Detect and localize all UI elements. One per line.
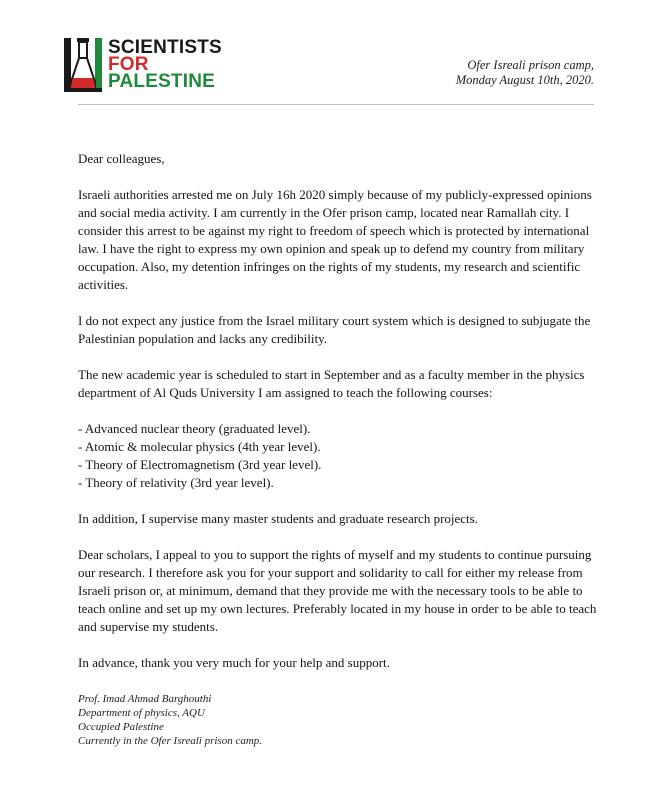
dateline xyxy=(456,58,594,88)
closing-line: In advance, thank you very much for your help and support. xyxy=(78,655,390,670)
paragraph-arrest: Israeli authorities arrested me on July 16h 2020 simply because of my publicly-expressed opinions and social media activity. I am currently in the Ofer prison camp, located near Ramallah city. I consider this arrest to be against my right to freedom of speech which is protected by international law. I have the right to express my own opinion and speak up to defend my country from military occupation. Also, my detention infringes on the rights of my students, my research and scientific activities. xyxy=(78,187,592,292)
paragraph-appeal: Dear scholars, I appeal to you to support the rights of myself and my students to continue pursuing our research. I therefore ask you for your support and solidarity to call for either my release from Israeli prison or, at minimum, demand that they provide me with the necessary tools to be able to teach online and set up my own lectures. Preferably located in my house in order to be able to teach and supervise my students. xyxy=(78,547,597,634)
signature-location: Occupied Palestine xyxy=(78,721,164,733)
course-item: - Atomic & molecular physics (4th year level). xyxy=(78,439,321,454)
paragraph-academic-year: The new academic year is scheduled to start in September and as a faculty member in the physics department of Al Quds University I am assigned to teach the following courses: xyxy=(78,367,585,400)
signature-status: Currently in the Ofer Isreali prison camp. xyxy=(78,735,263,747)
signature-department: Department of physics, AQU xyxy=(78,707,205,719)
signature-name: Prof. Imad Ahmad Barghouthi xyxy=(78,693,212,705)
course-list xyxy=(78,420,598,492)
greeting: Dear colleagues, xyxy=(78,151,165,166)
flask-flag-icon xyxy=(64,38,102,92)
course-item: - Advanced nuclear theory (graduated level). xyxy=(78,421,311,436)
course-item: - Theory of Electromagnetism (3rd year level). xyxy=(78,457,322,472)
letter-body xyxy=(78,150,598,690)
logo-wordmark xyxy=(108,39,222,90)
paragraph-supervision: In addition, I supervise many master students and graduate research projects. xyxy=(78,511,478,526)
scientists-for-palestine-logo xyxy=(64,38,222,94)
course-item: - Theory of relativity (3rd year level). xyxy=(78,475,274,490)
logo-line-palestine: PALESTINE xyxy=(108,71,216,92)
logo-line-for: FOR xyxy=(108,54,149,75)
signature-block xyxy=(78,692,262,748)
dateline-place: Ofer Isreali prison camp, xyxy=(467,58,594,72)
header-divider xyxy=(78,104,594,105)
dateline-date: Monday August 10th, 2020. xyxy=(455,73,594,87)
paragraph-justice: I do not expect any justice from the Israel military court system which is designed to subjugate the Palestinian population and lacks any credibility. xyxy=(78,313,591,346)
logo-line-scientists: SCIENTISTS xyxy=(108,37,222,58)
